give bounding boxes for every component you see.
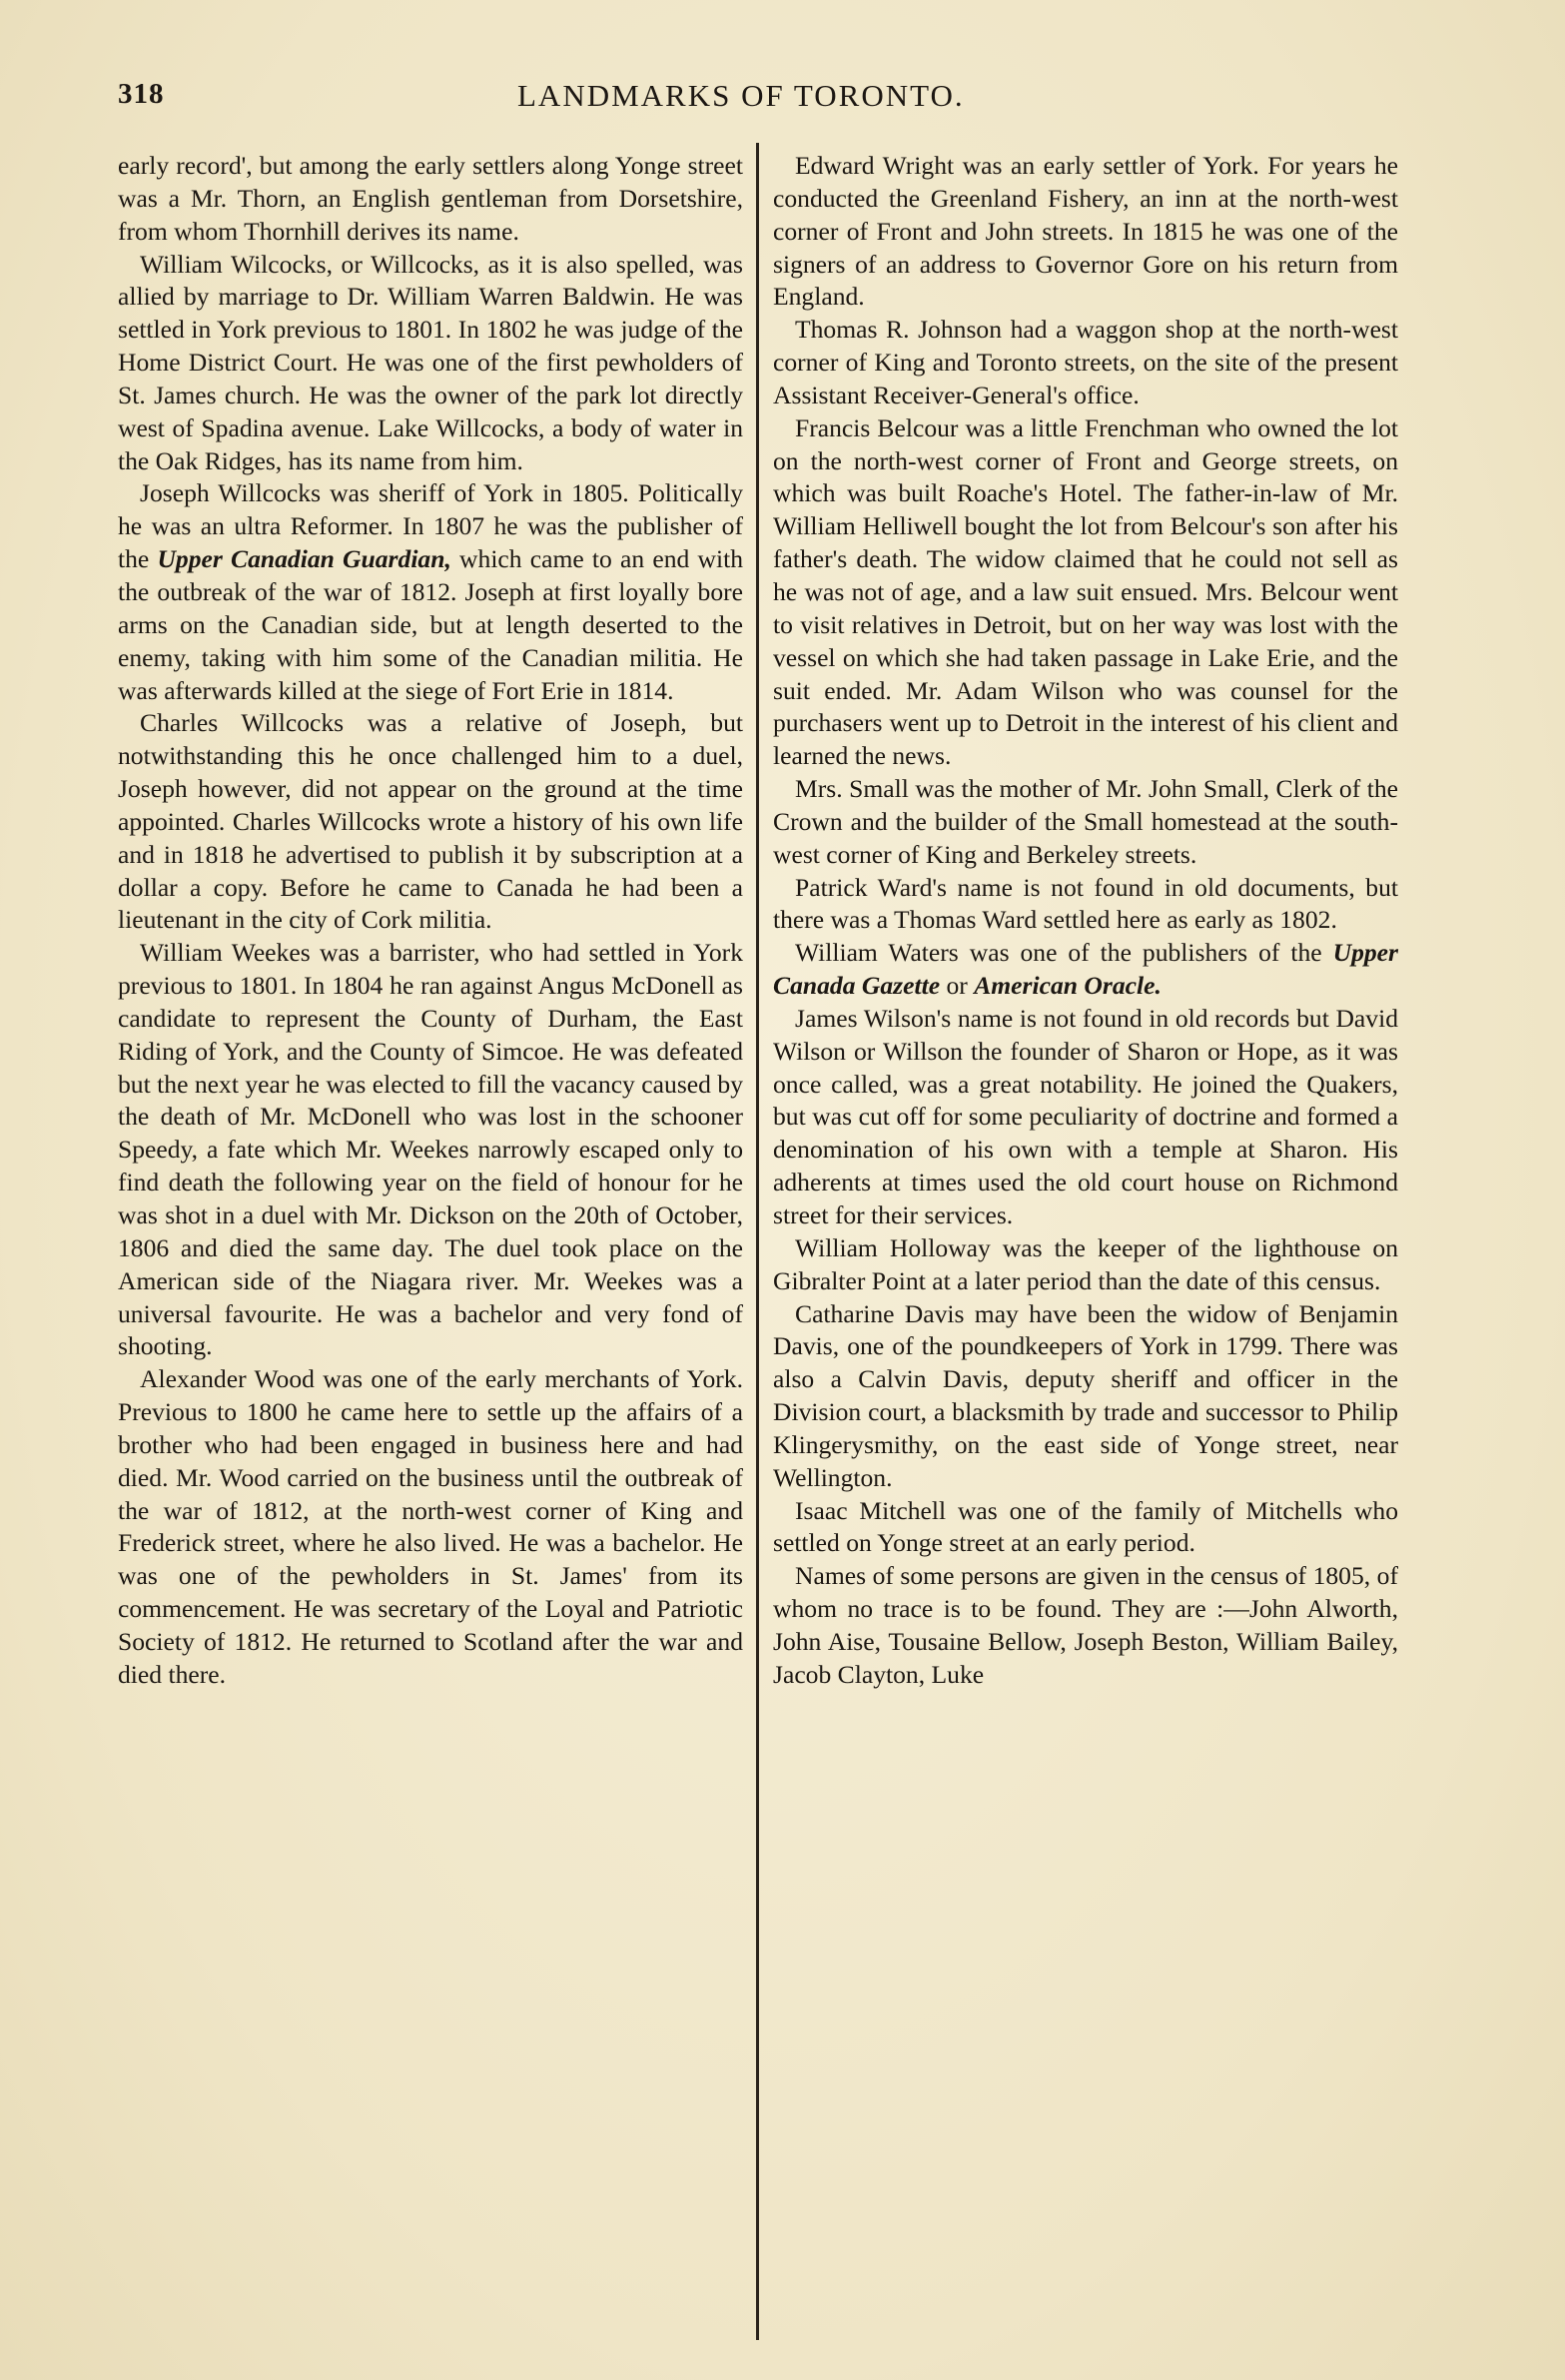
paragraph: James Wilson's name is not found in old records but David Wilson or Willson the founder of Sharon or Hope, as it was once called, was a great notability. He joined the Quakers, but was cut off for some peculiarity of doctrine and formed a denomination of his own with a temple at Sharon. His adherents at times used the old court house on Richmond street for their services. [773,1003,1398,1229]
paragraph: Catharine Davis may have been the widow of Benjamin Davis, one of the poundkeepers of York in 1799. There was also a Calvin Davis, deputy sheriff and officer in the Division court, a blacksmith by trade and successor to Philip Klingerysmithy, on the east side of Yonge street, near Wellington. [773,1298,1398,1492]
paragraph: Mrs. Small was the mother of Mr. John Small, Clerk of the Crown and the builder of the Small homestead at the south-west corner of King and Berkeley streets. [773,774,1398,869]
paragraph: Francis Belcour was a little Frenchman who owned the lot on the north-west corner of Front and George streets, on which was built Roache's Hotel. The father-in-law of Mr. William Helliwell bought the lot from Belcour's son after his father's death. The widow claimed that he could not sell as he was not of age, and a law suit ensued. Mrs. Belcour went to visit relatives in Detroit, but on her way was lost with the vessel on which she had taken passage in Lake Erie, and the suit ended. Mr. Adam Wilson who was counsel for the purchasers went up to Detroit in the interest of his client and learned the news. [773,412,1398,771]
paragraph: Names of some persons are given in the census of 1805, of whom no trace is to be found. They are :—John Alworth, John Aise, Tousaine Bellow, Joseph Beston, William Bailey, Jacob Clayton, Luke [773,1561,1398,1689]
paragraph: early record', but among the early settlers along Yonge street was a Mr. Thorn, an English gentleman from Dorsetshire, from whom Thornhill derives its name. [118,151,743,246]
running-title: LANDMARKS OF TORONTO. [517,78,965,113]
paragraph: Charles Willcocks was a relative of Joseph, but notwithstanding this he once challenged him to a duel, Joseph however, did not appear on the ground at the time appointed. Charles Willcocks wrote a history of his own life and in 1818 he advertised to publish it by subscription at a dollar a copy. Before he came to Canada he had been a lieutenant in the city of Cork militia. [118,708,743,935]
paragraph: Edward Wright was an early settler of York. For years he conducted the Greenland Fishery, an inn at the north-west corner of Front and John streets. In 1815 he was one of the signers of an address to Governor Gore on his return from England. [773,151,1398,312]
page-header [118,78,1476,124]
paragraph: William Holloway was the keeper of the lighthouse on Gibralter Point at a later period than the date of this census. [773,1232,1398,1295]
paragraph: Thomas R. Johnson had a waggon shop at the north-west corner of King and Toronto streets, on the site of the present Assistant Receiver-General's office. [773,315,1398,409]
column-divider [756,143,759,2340]
paragraph: William Waters was one of the publishers of the Upper Canada Gazette or American Oracle. [773,938,1398,1001]
paragraph: Isaac Mitchell was one of the family of Mitchells who settled on Yonge street at an early period. [773,1495,1398,1558]
paragraph: Alexander Wood was one of the early merchants of York. Previous to 1800 he came here to settle up the affairs of a brother who had been engaged in business here and had died. Mr. Wood carried on the business until the outbreak of the war of 1812, at the north-west corner of King and Frederick street, where he also lived. He was a bachelor. He was one of the pewholders in St. James' from its commencement. He was secretary of the Loyal and Patriotic Society of 1812. He returned to Scotland after the war and died there. [118,1364,743,1689]
paragraph: William Wilcocks, or Willcocks, as it is also spelled, was allied by marriage to Dr. William Warren Baldwin. He was settled in York previous to 1801. In 1802 he was judge of the Home District Court. He was one of the first pewholders of St. James church. He was the owner of the park lot directly west of Spadina avenue. Lake Willcocks, a body of water in the Oak Ridges, has its name from him. [118,249,743,475]
left-column [118,150,743,1692]
right-column [773,150,1398,1692]
paragraph: Joseph Willcocks was sheriff of York in 1805. Politically he was an ultra Reformer. In 1807 he was the publisher of the Upper Canadian Guardian, which came to an end with the outbreak of the war of 1812. Joseph at first loyally bore arms on the Canadian side, but at length deserted to the enemy, taking with him some of the Canadian militia. He was afterwards killed at the siege of Fort Erie in 1814. [118,478,743,705]
paragraph: Patrick Ward's name is not found in old documents, but there was a Thomas Ward settled here as early as 1802. [773,872,1398,935]
page-number: 318 [118,78,165,110]
paragraph: William Weekes was a barrister, who had settled in York previous to 1801. In 1804 he ran against Angus McDonell as candidate to represent the County of Durham, the East Riding of York, and the County of Simcoe. He was defeated but the next year he was elected to fill the vacancy caused by the death of Mr. McDonell who was lost in the schooner Speedy, a fate which Mr. Weekes narrowly escaped only to find death the following year on the field of honour for he was shot in a duel with Mr. Dickson on the 20th of October, 1806 and died the same day. The duel took place on the American side of the Niagara river. Mr. Weekes was a universal favourite. He was a bachelor and very fond of shooting. [118,938,743,1361]
